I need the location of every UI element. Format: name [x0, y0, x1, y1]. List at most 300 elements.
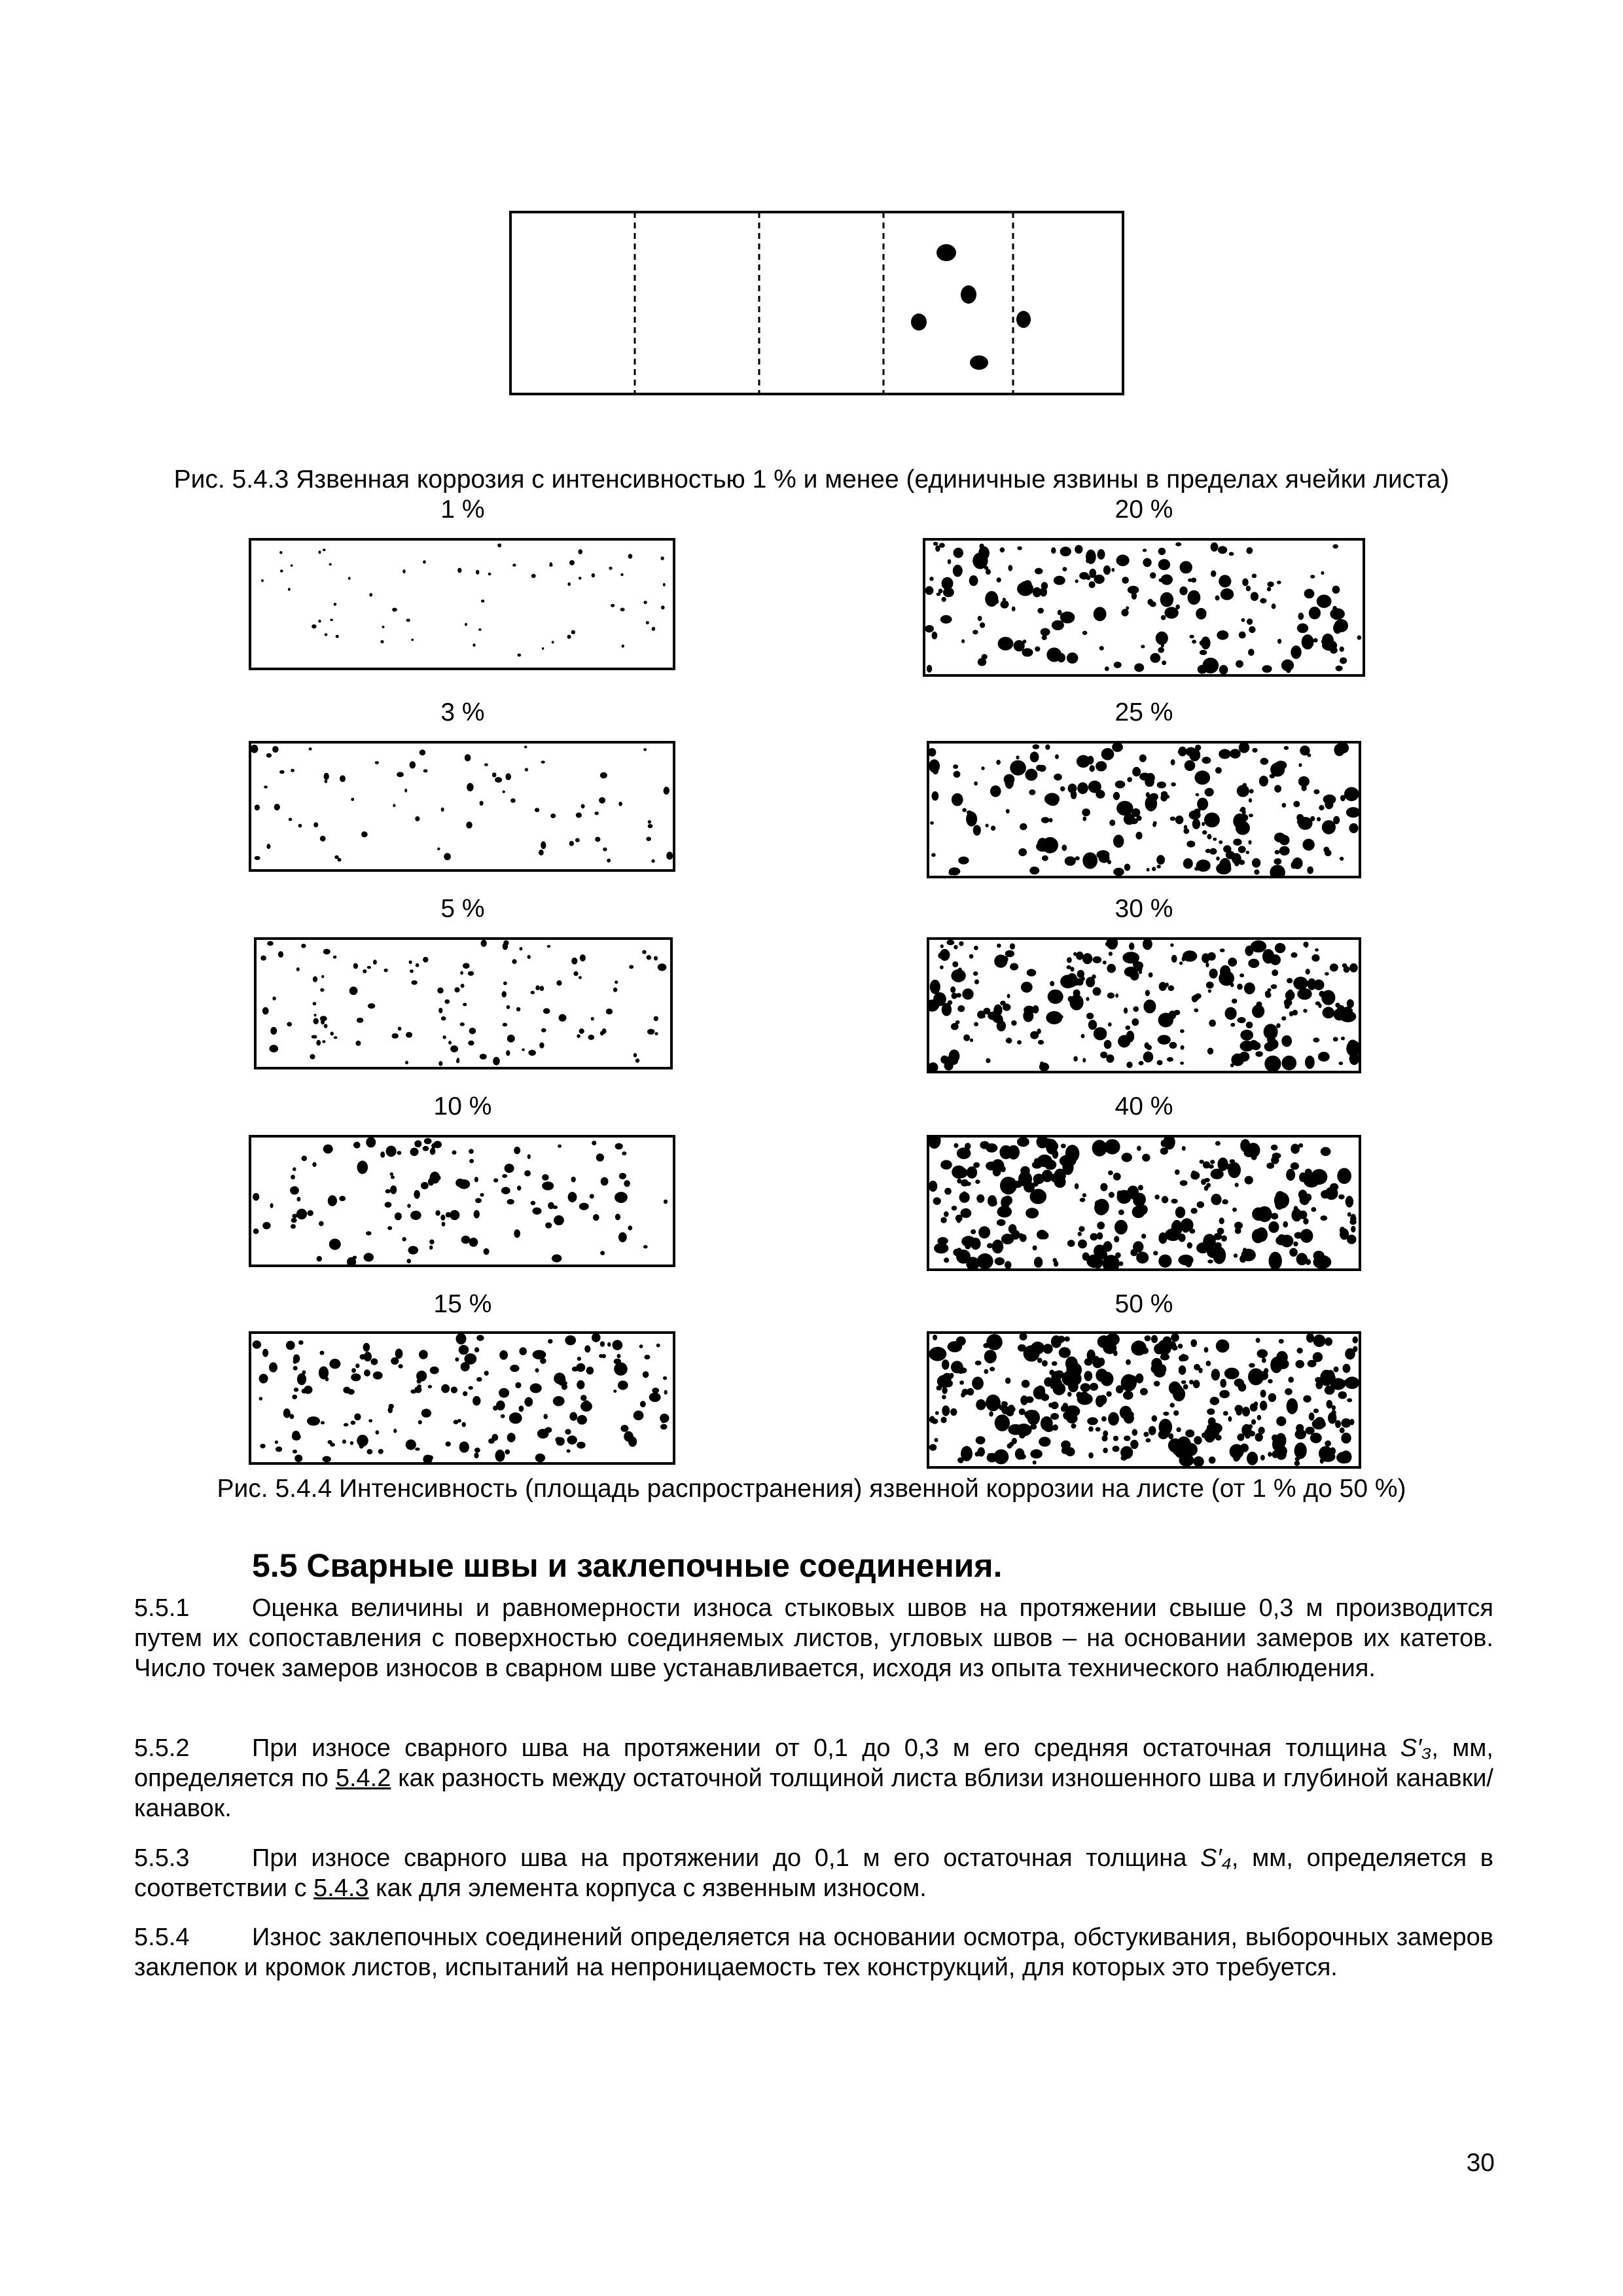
corrosion-pit — [942, 577, 954, 590]
corrosion-pit — [1055, 754, 1059, 759]
corrosion-pit — [949, 870, 954, 875]
corrosion-pit — [1285, 990, 1295, 1000]
corrosion-pit — [1345, 1348, 1355, 1359]
corrosion-pit — [297, 1197, 301, 1202]
corrosion-pit — [440, 1215, 445, 1221]
corrosion-pit — [1344, 787, 1359, 802]
thickness-symbol: S′₄ — [1200, 1844, 1232, 1872]
corrosion-pit — [1040, 1232, 1049, 1240]
corrosion-pit — [309, 747, 312, 751]
corrosion-pit — [1169, 1011, 1177, 1019]
corrosion-pit — [1159, 982, 1167, 991]
corrosion-pit — [1295, 1360, 1304, 1369]
corrosion-pit — [1015, 1448, 1025, 1460]
corrosion-pit — [1082, 1252, 1090, 1261]
corrosion-pit — [571, 1177, 576, 1183]
corrosion-pit — [525, 768, 528, 771]
paragraph-5-5-2 — [134, 1733, 1493, 1823]
corrosion-pit — [353, 963, 358, 969]
corrosion-pit — [647, 955, 652, 960]
corrosion-pit — [1246, 586, 1251, 592]
corrosion-pit — [391, 1175, 395, 1179]
corrosion-pit — [336, 635, 339, 638]
corrosion-pit — [1343, 1364, 1351, 1373]
corrosion-pit — [1042, 1170, 1053, 1182]
corrosion-pit — [1180, 1180, 1188, 1186]
corrosion-pit — [1092, 1140, 1107, 1157]
corrosion-pit — [640, 1401, 646, 1407]
corrosion-pit — [929, 1444, 936, 1450]
corrosion-pit — [1126, 606, 1129, 610]
corrosion-pit — [1257, 1349, 1268, 1358]
corrosion-pit — [652, 627, 656, 631]
corrosion-pit — [633, 1410, 644, 1420]
corrosion-pit — [954, 771, 961, 778]
corrosion-pit — [411, 639, 414, 641]
corrosion-pit — [1008, 1424, 1024, 1435]
corrosion-pit — [1143, 1432, 1149, 1437]
corrosion-pit — [1151, 1335, 1158, 1343]
corrosion-pit — [519, 1406, 524, 1412]
corrosion-pit — [962, 1191, 967, 1196]
corrosion-pit — [429, 1246, 433, 1250]
corrosion-pit — [418, 1420, 422, 1424]
corrosion-pit — [542, 647, 544, 650]
corrosion-pit — [1190, 1208, 1197, 1213]
corrosion-pit — [304, 1386, 312, 1394]
corrosion-pit — [1274, 785, 1281, 793]
corrosion-pit — [1139, 755, 1147, 762]
corrosion-pit — [291, 1218, 297, 1223]
corrosion-pit — [547, 945, 551, 948]
corrosion-pit — [1005, 950, 1014, 958]
corrosion-pit — [1219, 749, 1231, 759]
corrosion-pit — [1169, 1403, 1175, 1407]
corrosion-pit — [457, 568, 461, 573]
corrosion-pit — [323, 949, 330, 955]
corrosion-pit — [1307, 867, 1313, 874]
corrosion-pit — [1168, 1433, 1173, 1439]
corrosion-pit — [579, 549, 583, 554]
corrosion-pit — [480, 1193, 484, 1197]
corrosion-pit — [320, 1351, 325, 1355]
corrosion-pit — [266, 844, 270, 849]
corrosion-pit — [1010, 761, 1026, 776]
corrosion-pit — [402, 1237, 406, 1242]
corrosion-pit — [1200, 1160, 1204, 1164]
corrosion-pit — [1249, 626, 1255, 633]
corrosion-pit — [952, 961, 958, 967]
corrosion-pit — [1219, 858, 1231, 874]
corrosion-pit — [1107, 964, 1116, 973]
section-heading: 5.5 Сварные швы и заклепочные соединения. — [252, 1547, 1003, 1584]
corrosion-pit — [1260, 1390, 1266, 1397]
corrosion-swatch — [254, 937, 673, 1069]
corrosion-pit — [986, 1334, 1003, 1350]
corrosion-pit — [473, 643, 475, 647]
corrosion-pit — [507, 1005, 510, 1009]
corrosion-pit — [1296, 1424, 1304, 1433]
corrosion-pit — [461, 1362, 470, 1371]
corrosion-pit — [993, 1449, 1008, 1464]
corrosion-pit — [1291, 861, 1296, 869]
figure-caption: Рис. 5.4.4 Интенсивность (площадь распространения) язвенной коррозии на листе (от 1 % до 50 %) — [217, 1475, 1406, 1503]
corrosion-pit — [350, 1441, 353, 1445]
corrosion-pit — [1007, 994, 1010, 999]
corrosion-pit — [474, 1210, 480, 1219]
corrosion-pit — [1117, 1191, 1122, 1196]
corrosion-pit — [988, 1453, 991, 1458]
corrosion-pit — [1126, 1062, 1132, 1068]
corrosion-pit — [1189, 1380, 1194, 1384]
corrosion-pit — [1298, 776, 1310, 787]
corrosion-pit — [1017, 1040, 1022, 1045]
corrosion-pit — [947, 940, 955, 945]
corrosion-pit — [936, 592, 941, 596]
corrosion-pit — [293, 1366, 298, 1371]
corrosion-pit — [1086, 1013, 1094, 1019]
corrosion-pit — [510, 798, 516, 803]
paragraph-number: 5.5.4 — [134, 1924, 190, 1951]
corrosion-pit — [391, 1357, 399, 1365]
corrosion-pit — [515, 1382, 521, 1388]
cross-reference-link[interactable]: 5.4.2 — [335, 1765, 391, 1792]
corrosion-pit — [253, 1340, 261, 1349]
corrosion-pit — [1105, 666, 1109, 671]
corrosion-pit — [1320, 1370, 1332, 1386]
corrosion-pit — [524, 745, 527, 748]
corrosion-pit — [476, 1335, 484, 1341]
corrosion-pit — [1211, 1169, 1224, 1179]
corrosion-pit — [1286, 1169, 1295, 1181]
corrosion-pit — [437, 848, 440, 850]
corrosion-pit — [565, 1429, 571, 1435]
corrosion-pit — [307, 1416, 320, 1426]
corrosion-pit — [298, 1340, 304, 1345]
corrosion-pit — [1317, 595, 1332, 608]
corrosion-pit — [1340, 657, 1347, 664]
corrosion-pit — [1079, 572, 1089, 579]
corrosion-pit — [1024, 1411, 1033, 1418]
corrosion-pit — [1270, 865, 1285, 878]
corrosion-pit — [1224, 1368, 1240, 1380]
corrosion-pit — [646, 621, 649, 624]
corrosion-pit — [1271, 1213, 1278, 1219]
corrosion-pit — [1257, 1415, 1262, 1420]
corrosion-pit — [942, 597, 946, 602]
corrosion-pit — [1215, 596, 1220, 601]
corrosion-pit — [410, 761, 416, 768]
paragraph-text: При износе сварного шва на протяжении от 0,1 до 0,3 м его средняя остаточная толщина S′₃, мм, определяется по 5.4.2 как разность между остаточной толщиной листа вблизи изношенного шва и глубиной канавки/канавок. — [134, 1734, 1493, 1822]
corrosion-pit — [1239, 632, 1246, 639]
corrosion-pit — [1086, 550, 1096, 564]
corrosion-pit — [663, 1376, 667, 1380]
corrosion-pit — [961, 1236, 976, 1247]
corrosion-pit — [1350, 1216, 1357, 1222]
corrosion-pit — [1058, 610, 1062, 615]
corrosion-pit — [666, 852, 673, 859]
corrosion-pit — [1146, 1438, 1151, 1442]
corrosion-pit — [658, 963, 667, 971]
corrosion-pit — [1285, 1003, 1290, 1009]
corrosion-pit — [1031, 1342, 1044, 1355]
corrosion-pit — [977, 1447, 985, 1456]
swatch-label: 5 % — [440, 895, 485, 923]
corrosion-pit — [1202, 822, 1205, 826]
corrosion-pit — [1137, 1146, 1141, 1151]
corrosion-pit — [1346, 807, 1361, 817]
corrosion-pit — [506, 1050, 510, 1056]
corrosion-pit — [1313, 1251, 1325, 1261]
corrosion-pit — [957, 1179, 961, 1184]
corrosion-pit — [375, 761, 379, 764]
corrosion-pit — [1124, 1413, 1134, 1424]
corrosion-pit — [1192, 639, 1196, 643]
corrosion-pit — [441, 808, 444, 812]
corrosion-pit — [1204, 812, 1220, 827]
corrosion-pit — [592, 1141, 596, 1145]
corrosion-pit — [1129, 942, 1134, 950]
corrosion-pit — [991, 826, 995, 831]
corrosion-pit — [1183, 1227, 1188, 1233]
corrosion-pit — [1229, 552, 1234, 556]
corrosion-pit — [469, 1028, 476, 1034]
corrosion-pit — [1156, 632, 1168, 645]
corrosion-pit — [1207, 1259, 1213, 1263]
corrosion-pit — [1297, 1348, 1303, 1354]
corrosion-pit — [292, 1433, 301, 1441]
corrosion-pit — [577, 1380, 584, 1390]
corrosion-pit — [1238, 846, 1246, 853]
corrosion-pit — [1103, 565, 1111, 575]
corrosion-pit — [580, 1395, 586, 1401]
corrosion-pit — [1194, 1009, 1198, 1013]
corrosion-pit — [1196, 859, 1211, 872]
corrosion-pit — [1135, 832, 1142, 840]
corrosion-pit — [405, 1061, 408, 1064]
corrosion-pit — [348, 1389, 355, 1395]
corrosion-pit — [1037, 608, 1044, 614]
corrosion-pit — [366, 1355, 370, 1359]
corrosion-pit — [1277, 639, 1281, 644]
corrosion-pit — [262, 1007, 269, 1014]
corrosion-pit — [1142, 1154, 1150, 1162]
plate-outline — [510, 212, 1123, 394]
corrosion-pit — [952, 1206, 957, 1210]
corrosion-pit — [481, 940, 487, 947]
corrosion-pit — [950, 1373, 954, 1378]
corrosion-pit — [974, 979, 979, 984]
corrosion-pit — [460, 971, 463, 975]
corrosion-pit — [946, 1004, 950, 1009]
corrosion-pit — [581, 804, 585, 809]
corrosion-pit — [1284, 746, 1289, 750]
corrosion-pit — [1313, 789, 1319, 794]
corrosion-pit — [531, 1201, 536, 1206]
corrosion-pit — [619, 1173, 626, 1179]
corrosion-pit — [319, 1221, 324, 1227]
corrosion-pit — [457, 1058, 459, 1061]
corrosion-pit — [542, 1174, 548, 1181]
corrosion-pit — [1157, 865, 1161, 869]
corrosion-pit — [531, 991, 535, 994]
corrosion-pit — [1245, 1176, 1253, 1185]
corrosion-pit — [1182, 956, 1186, 961]
corrosion-pit — [1115, 781, 1126, 789]
corrosion-pit — [976, 1399, 986, 1410]
corrosion-pit — [1190, 1229, 1196, 1234]
corrosion-pit — [955, 1215, 963, 1222]
corrosion-pit — [970, 576, 974, 581]
corrosion-pit — [1240, 809, 1244, 812]
corrosion-pit — [995, 1257, 1005, 1265]
corrosion-pit — [293, 1450, 297, 1454]
paragraph-text: Износ заклепочных соединений определяется на основании осмотра, обстукивания, выборочных замеров заклепок и кромок листов, испытаний на непроницаемость тех конструкций, для которых это требуется. — [134, 1924, 1493, 1981]
corrosion-pit — [1262, 1357, 1266, 1363]
corrosion-pit — [966, 1257, 979, 1270]
corrosion-pit — [1357, 636, 1362, 640]
corrosion-pit — [1297, 623, 1308, 633]
corrosion-pit — [660, 1424, 668, 1430]
corrosion-pit — [296, 967, 300, 971]
corrosion-pit — [287, 1022, 292, 1026]
corrosion-pit — [607, 859, 611, 863]
corrosion-pit — [974, 1022, 978, 1027]
corrosion-pit — [310, 1054, 315, 1060]
corrosion-pit — [1260, 598, 1266, 603]
corrosion-pit — [1264, 1056, 1281, 1072]
corrosion-pit — [1197, 798, 1208, 810]
corrosion-pit — [316, 1040, 321, 1046]
corrosion-pit — [321, 1421, 325, 1424]
corrosion-pit — [291, 564, 293, 567]
corrosion-pit — [959, 1367, 967, 1373]
corrosion-pit — [1132, 1206, 1145, 1218]
corrosion-pit — [514, 1147, 520, 1155]
corrosion-pit — [1208, 1426, 1220, 1437]
corrosion-pit — [322, 1040, 325, 1043]
corrosion-pit — [1031, 1208, 1035, 1213]
corrosion-pit — [507, 1199, 514, 1204]
corrosion-pit — [1048, 1403, 1053, 1407]
corrosion-pit — [1335, 1420, 1341, 1428]
corrosion-pit — [1252, 574, 1257, 579]
corrosion-pit — [1133, 768, 1140, 774]
corrosion-pit — [600, 1341, 605, 1347]
corrosion-pit — [321, 975, 324, 978]
corrosion-pit — [556, 980, 562, 986]
corrosion-pit — [320, 988, 324, 992]
corrosion-pit — [364, 1369, 370, 1376]
corrosion-pit — [1215, 767, 1222, 774]
corrosion-pit — [535, 985, 540, 990]
cross-reference-link[interactable]: 5.4.3 — [313, 1874, 369, 1902]
corrosion-pit — [541, 841, 546, 849]
corrosion-pit — [1193, 1456, 1204, 1467]
corrosion-pit — [417, 1379, 421, 1384]
corrosion-pit — [415, 816, 419, 821]
corrosion-pit — [360, 1354, 366, 1359]
corrosion-pit — [609, 567, 612, 570]
corrosion-pit — [1122, 577, 1129, 584]
corrosion-pit — [1123, 1391, 1133, 1400]
corrosion-pit — [1313, 1408, 1319, 1413]
corrosion-pit — [1337, 1168, 1351, 1184]
corrosion-pit — [1147, 802, 1150, 805]
corrosion-pit — [1076, 952, 1084, 960]
corrosion-pit — [1008, 565, 1012, 571]
corrosion-pit — [1325, 1386, 1335, 1395]
corrosion-pit — [936, 1004, 939, 1008]
corrosion-pit — [1310, 1433, 1322, 1443]
corrosion-pit — [1293, 1010, 1298, 1016]
corrosion-pit — [603, 848, 607, 852]
corrosion-pit — [1226, 851, 1235, 859]
corrosion-pit — [468, 971, 474, 976]
corrosion-pit — [380, 640, 383, 643]
corrosion-pit — [1030, 1449, 1043, 1458]
corrosion-pit — [1312, 1418, 1325, 1429]
corrosion-pit — [1082, 852, 1097, 869]
corrosion-pit — [1161, 615, 1166, 620]
corrosion-pit — [1325, 1441, 1331, 1446]
corrosion-pit — [297, 1373, 306, 1385]
corrosion-pit — [1336, 666, 1343, 672]
corrosion-pit — [572, 1367, 579, 1372]
corrosion-pit — [1088, 781, 1101, 793]
corrosion-pit — [1185, 1429, 1194, 1437]
corrosion-pit — [987, 1243, 993, 1248]
corrosion-pit — [342, 1439, 346, 1444]
corrosion-pit — [643, 1245, 648, 1248]
corrosion-pit — [1160, 1147, 1168, 1155]
corrosion-pit — [951, 1023, 959, 1030]
corrosion-pit — [270, 1045, 279, 1052]
corrosion-pit — [940, 1160, 952, 1169]
corrosion-pit — [1165, 1229, 1181, 1241]
corrosion-pit — [382, 626, 385, 628]
corrosion-pit — [661, 556, 664, 560]
corrosion-pit — [1210, 1397, 1220, 1405]
corrosion-pit — [414, 1140, 421, 1147]
corrosion-pit — [406, 1032, 412, 1038]
corrosion-pit — [1001, 1406, 1010, 1414]
corrosion-pit — [437, 988, 443, 994]
corrosion-pit — [415, 1448, 419, 1451]
corrosion-pit — [1087, 1417, 1098, 1425]
corrosion-pit — [1136, 1251, 1149, 1263]
corrosion-pit — [1259, 776, 1268, 787]
corrosion-pit — [1143, 939, 1152, 950]
corrosion-pit — [1127, 777, 1132, 782]
corrosion-pit — [1159, 579, 1162, 583]
corrosion-pit — [1206, 1361, 1211, 1366]
corrosion-pit — [1175, 1206, 1185, 1218]
corrosion-pit — [1335, 1003, 1340, 1008]
corrosion-pit — [1158, 548, 1166, 555]
corrosion-pit — [942, 1359, 950, 1370]
corrosion-pit — [1012, 607, 1016, 612]
corrosion-pit — [651, 859, 654, 863]
corrosion-pit — [995, 1414, 1010, 1431]
corrosion-pit — [1134, 663, 1144, 672]
thickness-symbol: S′₃ — [1400, 1734, 1432, 1762]
corrosion-pit — [292, 1395, 297, 1399]
corrosion-pit — [1302, 634, 1314, 649]
corrosion-pit — [1183, 1384, 1188, 1390]
corrosion-pit — [552, 1255, 562, 1263]
corrosion-pit — [620, 608, 625, 612]
